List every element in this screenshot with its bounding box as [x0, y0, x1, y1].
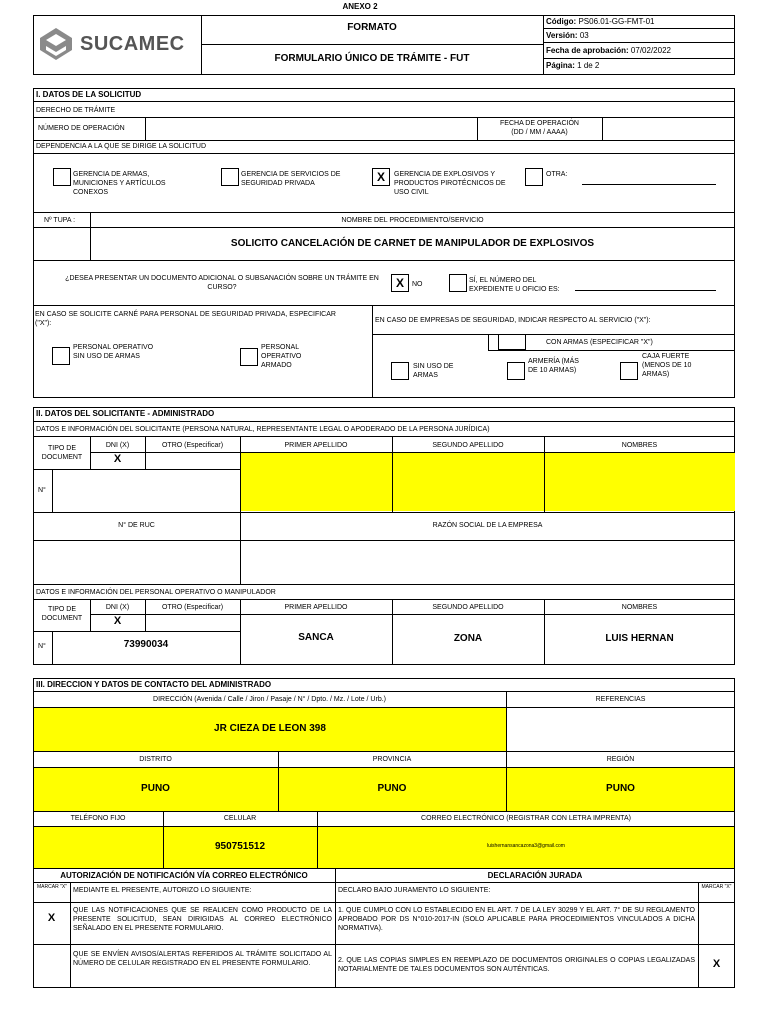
- marcar-label-left: MARCAR "X": [37, 884, 67, 890]
- autorizacion-1-mark[interactable]: X: [47, 912, 56, 924]
- provincia-value: PUNO: [377, 783, 407, 794]
- armeria-label: ARMERÍA (MÁS DE 10 ARMAS): [528, 358, 579, 374]
- primer-apellido-header: PRIMER APELLIDO: [284, 442, 348, 449]
- segundo-apellido-value: ZONA: [453, 633, 483, 644]
- option-otra: OTRA:: [546, 171, 568, 178]
- tipo-documento-label-2: TIPO DE DOCUMENT: [41, 606, 83, 622]
- autorizacion-2-mark[interactable]: [34, 945, 69, 987]
- telefono-label: TELÉFONO FIJO: [70, 815, 126, 822]
- otro-header-2: OTRO (Especificar): [161, 604, 224, 611]
- primer-apellido-header-2: PRIMER APELLIDO: [284, 604, 348, 611]
- no-label: NO: [412, 281, 423, 288]
- personal-subtitle: DATOS E INFORMACIÓN DEL PERSONAL OPERATIVO O MANIPULADOR: [36, 589, 276, 596]
- checkbox-personal-armado[interactable]: [240, 348, 258, 366]
- distrito-value: PUNO: [141, 783, 170, 794]
- declaracion-title: DECLARACIÓN JURADA: [487, 871, 583, 880]
- nombres-value: LUIS HERNAN: [605, 633, 674, 644]
- declaracion-1-mark[interactable]: [699, 903, 734, 944]
- autorizacion-title: AUTORIZACIÓN DE NOTIFICACIÓN VÍA CORREO ELECTRÓNICO: [60, 871, 308, 880]
- nombres-header-2: NOMBRES: [621, 604, 658, 611]
- documento-numero-value: 73990034: [123, 639, 169, 650]
- sucamec-logo: [38, 26, 198, 62]
- expediente-line: [575, 290, 716, 291]
- checkbox-si[interactable]: [449, 274, 467, 292]
- declaro-label: DECLARO BAJO JURAMENTO LO SIGUIENTE:: [338, 887, 491, 894]
- celular-value: 950751512: [214, 841, 266, 852]
- dni-header-2: DNI (X): [105, 604, 130, 611]
- dni-header: DNI (X): [105, 442, 130, 449]
- section-1-title: I. DATOS DE LA SOLICITUD: [36, 90, 142, 99]
- solicitante-subtitle: DATOS E INFORMACIÓN DEL SOLICITANTE (PERSONA NATURAL, REPRESENTANTE LEGAL O APODERADO DE LA PERSONA JURÍDICA): [36, 426, 490, 433]
- section-3-title: III. DIRECCION Y DATOS DE CONTACTO DEL ADMINISTRADO: [36, 680, 272, 689]
- checkbox-con-armas[interactable]: [498, 334, 526, 350]
- version-label: Versión:: [546, 31, 578, 40]
- referencias-label: REFERENCIAS: [595, 696, 646, 703]
- checkbox-caja-fuerte[interactable]: [620, 362, 638, 380]
- fecha-operacion-input[interactable]: [603, 118, 733, 139]
- option-gerencia-explosivos: GERENCIA DE EXPLOSIVOS Y PRODUCTOS PIROTÉCNICOS DE USO CIVIL: [394, 171, 506, 196]
- celular-label: CELULAR: [223, 815, 257, 822]
- dependencia-label: DEPENDENCIA A LA QUE SE DIRIGE LA SOLICITUD: [36, 143, 206, 150]
- marcar-label-right: MARCAR "X": [701, 884, 732, 890]
- direccion-value: JR CIEZA DE LEON 398: [214, 723, 326, 734]
- autorizacion-1-text: QUE LAS NOTIFICACIONES QUE SE REALICEN COMO PRODUCTO DE LA PRESENTE SOLICITUD, SEAN DIRIGIDAS AL CORREO ELECTRÓNICO SEÑALADO EN EL PRESENTE FORMULARIO.: [73, 907, 332, 932]
- segundo-apellido-header-2: SEGUNDO APELLIDO: [432, 604, 504, 611]
- tupa-label: Nº TUPA :: [44, 217, 76, 224]
- numero-label: N°: [38, 487, 46, 494]
- codigo-value: PS06.01-GG-FMT-01: [578, 17, 655, 26]
- formato-label: FORMATO: [347, 22, 397, 33]
- personal-sin-armas-label: PERSONAL OPERATIVO SIN USO DE ARMAS: [73, 344, 154, 360]
- checkbox-gerencia-armas[interactable]: [53, 168, 71, 186]
- nombres-header: NOMBRES: [621, 442, 658, 449]
- dni-mark-personal: X: [113, 615, 122, 627]
- sin-uso-label: SIN USO DE ARMAS: [413, 363, 454, 379]
- carne-question: EN CASO SE SOLICITE CARNÉ PARA PERSONAL DE SEGURIDAD PRIVADA, ESPECIFICAR ("X"):: [35, 311, 336, 327]
- option-gerencia-armas: GERENCIA DE ARMAS, MUNICIONES Y ARTÍCULOS CONEXOS: [73, 171, 166, 196]
- autorizacion-2-text: QUE SE ENVÍEN AVISOS/ALERTAS REFERIDOS AL TRÁMITE SOLICITADO AL NÚMERO DE CELULAR REGISTRADO EN EL PRESENTE FORMULARIO.: [73, 951, 332, 967]
- declaracion-2-text: 2. QUE LAS COPIAS SIMPLES EN REEMPLAZO DE DOCUMENTOS ORIGINALES O COPIAS LEGALIZADAS NOTARIALMENTE DE TALES DOCUMENTOS SON AUTÉNTICAS.: [338, 957, 695, 973]
- documento-adicional-question: ¿DESEA PRESENTAR UN DOCUMENTO ADICIONAL O SUBSANACIÓN SOBRE UN TRÁMITE EN CURSO?: [65, 275, 379, 291]
- ruc-label: N° DE RUC: [118, 522, 155, 529]
- annex-label: ANEXO 2: [342, 2, 378, 11]
- derecho-label: DERECHO DE TRÁMITE: [36, 107, 116, 114]
- numero-operacion-label: NÚMERO DE OPERACIÓN: [38, 125, 125, 132]
- solicitante-names-highlight: [240, 453, 735, 511]
- numero-operacion-input[interactable]: [146, 118, 476, 139]
- correo-value: luishernansancazona3@gmail.com: [487, 843, 565, 849]
- tipo-documento-label: TIPO DE DOCUMENT: [41, 445, 83, 461]
- section-2-title: II. DATOS DEL SOLICITANTE - ADMINISTRADO: [36, 409, 215, 418]
- razon-social-label: RAZÓN SOCIAL DE LA EMPRESA: [432, 522, 543, 529]
- procedimiento-value: SOLICITO CANCELACIÓN DE CARNET DE MANIPULADOR DE EXPLOSIVOS: [230, 238, 595, 249]
- mediante-label: MEDIANTE EL PRESENTE, AUTORIZO LO SIGUIENTE:: [73, 887, 252, 894]
- pagina-label: Página:: [546, 61, 575, 70]
- checkbox-no[interactable]: X: [391, 274, 409, 292]
- checkbox-sin-uso-armas[interactable]: [391, 362, 409, 380]
- logo-text: SUCAMEC: [80, 33, 185, 55]
- region-label: REGIÓN: [606, 756, 635, 763]
- checkbox-armeria[interactable]: [507, 362, 525, 380]
- declaracion-2-mark[interactable]: X: [712, 958, 721, 970]
- declaracion-1-text: 1. QUE CUMPLO CON LO ESTABLECIDO EN EL ART. 7 DE LA LEY 30299 Y EL ART. 7° DE SU REGLAMENTO APROBADO POR DS N°010-2017-IN (SOLO APLICABLE PARA PROCEDIMIENTOS VINCULADOS A DICHA NORMATIVA).: [338, 907, 695, 932]
- version-value: 03: [579, 31, 589, 40]
- dni-mark-solicitante: X: [113, 453, 122, 465]
- con-armas-label: CON ARMAS (ESPECIFICAR "X"): [546, 339, 653, 346]
- segundo-apellido-header: SEGUNDO APELLIDO: [432, 442, 504, 449]
- option-gerencia-seguridad: GERENCIA DE SERVICIOS DE SEGURIDAD PRIVADA: [241, 171, 341, 187]
- procedimiento-label: NOMBRE DEL PROCEDIMIENTO/SERVICIO: [341, 217, 484, 224]
- checkbox-gerencia-explosivos[interactable]: X: [372, 168, 390, 186]
- pagina-value: 1 de 2: [577, 61, 600, 70]
- otro-header: OTRO (Especificar): [161, 442, 224, 449]
- fecha-format: (DD / MM / AAAA): [511, 129, 568, 136]
- empresa-question: EN CASO DE EMPRESAS DE SEGURIDAD, INDICAR RESPECTO AL SERVICIO ("X"):: [375, 317, 651, 324]
- primer-apellido-value: SANCA: [298, 632, 334, 643]
- fecha-operacion-label: FECHA DE OPERACIÓN: [500, 120, 579, 127]
- otra-line: [582, 184, 716, 185]
- correo-label: CORREO ELECTRÓNICO (REGISTRAR CON LETRA IMPRENTA): [421, 815, 631, 822]
- personal-armado-label: PERSONAL OPERATIVO ARMADO: [261, 344, 302, 369]
- numero-label-2: N°: [38, 643, 46, 650]
- checkbox-personal-sin-armas[interactable]: [52, 347, 70, 365]
- region-value: PUNO: [606, 783, 635, 794]
- codigo-label: Código:: [546, 17, 577, 26]
- si-label: SÍ, EL NÚMERO DEL EXPEDIENTE U OFICIO ES:: [469, 277, 560, 293]
- form-title: FORMULARIO ÚNICO DE TRÁMITE - FUT: [274, 53, 470, 64]
- caja-fuerte-label: CAJA FUERTE (MENOS DE 10 ARMAS): [642, 353, 692, 378]
- fecha-label: Fecha de aprobación:: [546, 46, 629, 55]
- checkbox-otra[interactable]: [525, 168, 543, 186]
- fecha-value: 07/02/2022: [630, 46, 671, 55]
- direccion-label: DIRECCIÓN (Avenida / Calle / Jiron / Pasaje / N° / Dpto. / Mz. / Lote / Urb.): [153, 696, 386, 703]
- checkbox-gerencia-seguridad[interactable]: [221, 168, 239, 186]
- provincia-label: PROVINCIA: [372, 756, 412, 763]
- distrito-label: DISTRITO: [139, 756, 172, 763]
